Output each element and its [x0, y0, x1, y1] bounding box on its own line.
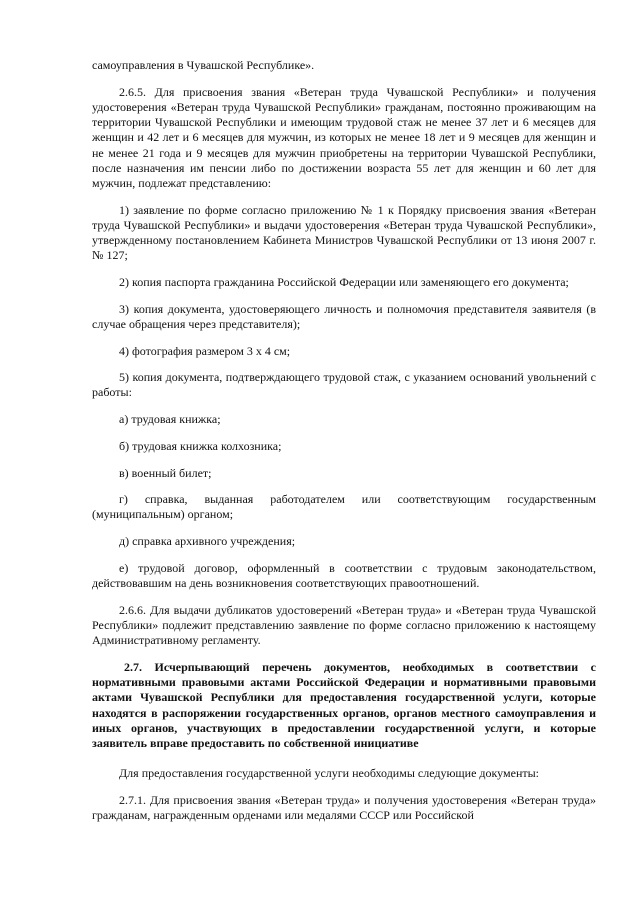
paragraph: 2.7.1. Для присвоения звания «Ветеран труда» и получения удостоверения «Ветеран труда» гражданам, награжденным орденами или медалями СССР или Российской	[92, 792, 596, 823]
document-page	[92, 58, 596, 835]
list-item: 1) заявление по форме согласно приложению № 1 к Порядку присвоения звания «Ветеран труда Чувашской Республики» и выдачи удостоверения «Ветеран труда Чувашской Республики», утвержденному постановлением Кабинета Министров Чувашской Республики от 13 июня 2007 г. № 127;	[92, 202, 596, 263]
list-item: 2) копия паспорта гражданина Российской Федерации или заменяющего его документа;	[119, 274, 569, 289]
paragraph: 2.6.6. Для выдачи дубликатов удостоверений «Ветеран труда» и «Ветеран труда Чувашской Республики» подлежит представлению заявление по форме согласно приложению к настоящему Административному регламенту.	[92, 602, 596, 648]
sub-list-item: г) справка, выданная работодателем или соответствующим государственным (муниципальным) органом;	[92, 492, 596, 522]
paragraph: Для предоставления государственной услуги необходимы следующие документы:	[119, 766, 540, 781]
paragraph: 2.6.5. Для присвоения звания «Ветеран труда Чувашской Республики» и получения удостоверения «Ветеран труда Чувашской Республики» гражданам, постоянно проживающим на территории Чувашской Республики и имеющим трудовой стаж не менее 37 лет и 6 месяцев для женщин и 42 лет и 6 месяцев для мужчин, из которых не менее 18 лет и 9 месяцев для женщин и не менее 21 года и 9 месяцев для мужчин приобретены на территории Чувашской Республики, после назначения им пенсии либо по достижении возраста 55 лет для женщин и 60 лет для мужчин, подлежат представлению:	[92, 84, 596, 190]
sub-list-item: в) военный билет;	[119, 465, 212, 480]
sub-list-item: б) трудовая книжка колхозника;	[119, 438, 282, 453]
sub-list-item: а) трудовая книжка;	[119, 412, 221, 427]
sub-list-item: е) трудовой договор, оформленный в соответствии с трудовым законодательством, действовавшим на день возникновения соответствующих правоотношений.	[92, 560, 596, 591]
list-item: 3) копия документа, удостоверяющего личность и полномочия представителя заявителя (в случае обращения через представителя);	[92, 301, 596, 331]
paragraph: самоуправления в Чувашской Республике».	[92, 58, 315, 72]
sub-list-item: д) справка архивного учреждения;	[119, 534, 296, 549]
section-heading: 2.7. Исчерпывающий перечень документов, необходимых в соответствии с нормативными правовыми актами Российской Федерации и нормативными правовыми актами Чувашской Республики для предоставления государственной услуги, которые находятся в распоряжении государственных органов, органов местного самоуправления и иных органов, участвующих в предоставлении государственной услуги, и которые заявитель вправе предоставить по собственной инициативе	[92, 659, 596, 750]
list-item: 5) копия документа, подтверждающего трудовой стаж, с указанием оснований увольнений с работы:	[92, 370, 596, 400]
list-item: 4) фотография размером 3 х 4 см;	[119, 343, 291, 358]
